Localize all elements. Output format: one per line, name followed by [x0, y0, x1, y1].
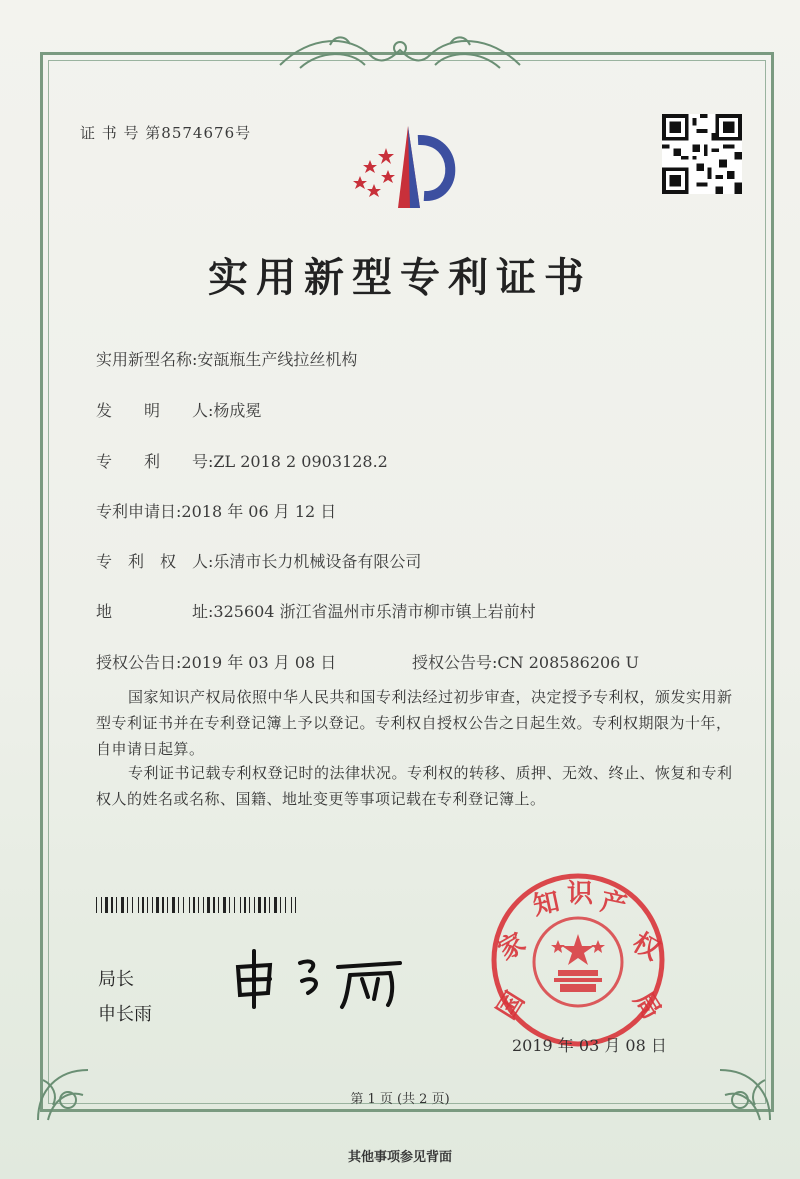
field-value: 乐清市长力机械设备有限公司 [213, 552, 422, 571]
seal-char-1: 国 [491, 986, 531, 1025]
field-label: 实用新型名称: [96, 350, 198, 369]
field-value: 2018 年 06 月 12 日 [181, 502, 337, 521]
seal-char-6: 权 [627, 927, 665, 967]
field-value: 325604 浙江省温州市乐清市柳市镇上岩前村 [213, 602, 536, 621]
seal-char-4: 识 [566, 879, 594, 909]
qr-code-icon [662, 114, 742, 194]
field-label: 专 利 权 人: [96, 552, 214, 571]
seal-char-3: 知 [530, 886, 563, 922]
field-label: 授权公告号: [412, 653, 498, 672]
field-address [96, 599, 536, 622]
seal-char-5: 产 [597, 886, 630, 922]
field-value: ZL 2018 2 0903128.2 [213, 452, 388, 471]
field-filing-date [96, 499, 336, 522]
field-label: 地 址: [96, 602, 214, 621]
cnipa-logo-icon [340, 118, 470, 218]
footer-note: 其他事项参见背面 [347, 1150, 452, 1165]
director-signature [230, 945, 420, 1015]
field-grant-date [96, 650, 336, 673]
field-label: 发 明 人: [96, 401, 214, 420]
field-inventor [96, 398, 261, 421]
field-value: 安瓿瓶生产线拉丝机构 [197, 350, 358, 369]
seal-char-2: 家 [493, 927, 531, 967]
field-value: 杨成冕 [213, 401, 262, 420]
certificate-number: 证 书 号 第8574676号 [80, 124, 252, 142]
field-label: 授权公告日: [96, 653, 182, 672]
seal-date: 2019 年 03 月 08 日 [512, 1036, 667, 1055]
bottom-left-corner-ornament [28, 1040, 118, 1130]
certificate-title: 实用新型专利证书 [208, 255, 592, 301]
field-patent-number [96, 449, 388, 472]
top-ornament [270, 30, 530, 80]
field-patentee [96, 549, 421, 572]
seal-char-7: 局 [627, 986, 667, 1025]
field-value: CN 208586206 U [497, 653, 639, 672]
official-seal-icon [488, 870, 668, 1050]
field-utility-model-name [96, 347, 357, 370]
statement-paragraph-2: 专利证书记载专利权登记时的法律状况。专利权的转移、质押、无效、终止、恢复和专利权人的姓名或名称、国籍、地址变更等事项记载在专利登记簿上。 [96, 764, 733, 808]
director-title: 局长 [98, 969, 134, 990]
barcode-icon [96, 897, 296, 913]
bottom-right-corner-ornament [690, 1040, 780, 1130]
field-grant-number [412, 650, 639, 673]
field-label: 专利申请日: [96, 502, 182, 521]
statement-paragraph-1: 国家知识产权局依照中华人民共和国专利法经过初步审查，决定授予专利权，颁发实用新型专利证书并在专利登记簿上予以登记。专利权自授权公告之日起生效。专利权期限为十年，自申请日起算。 [96, 688, 733, 758]
field-value: 2019 年 03 月 08 日 [181, 653, 337, 672]
director-name: 申长雨 [98, 1004, 152, 1025]
field-label: 专 利 号: [96, 452, 214, 471]
page-indicator: 第 1 页 (共 2 页) [350, 1092, 450, 1107]
